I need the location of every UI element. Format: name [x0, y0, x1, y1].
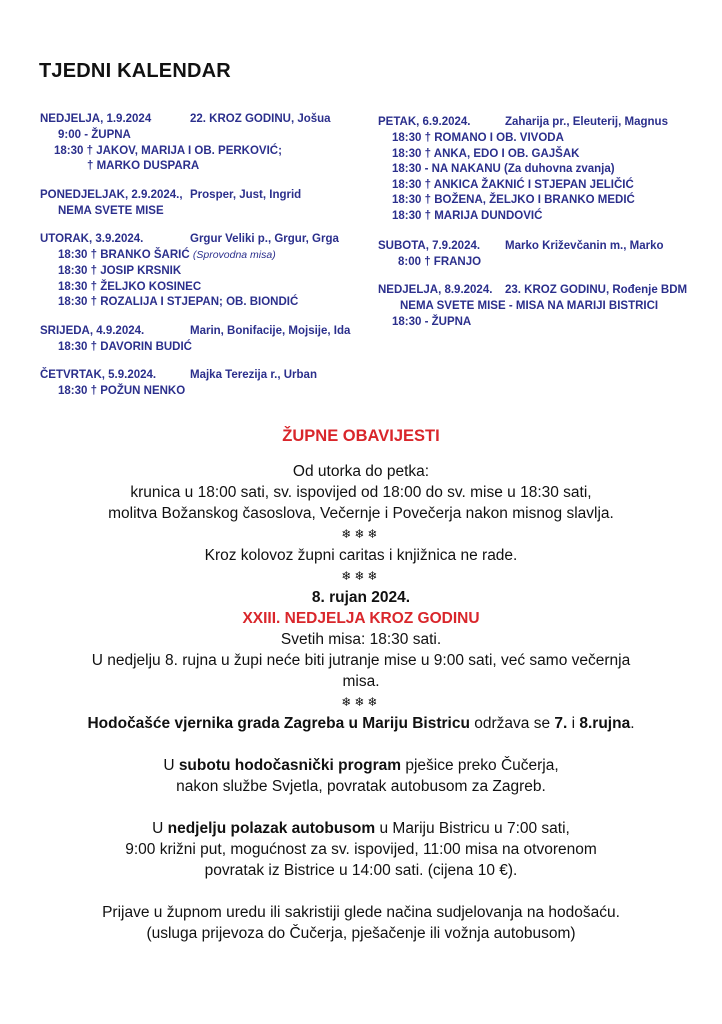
notice-text: U nedjelju 8. rujna u župi neće biti jutranje mise u 9:00 sati, već samo večernja: [91, 652, 631, 669]
spacer: [20, 797, 702, 818]
notice-text: krunica u 18:00 sati, sv. ispovijed od 18:00 do sv. mise u 18:30 sati,: [130, 484, 592, 501]
day-thursday: [40, 368, 370, 400]
mass-entry: 8:00 † FRANJO: [398, 255, 482, 268]
day-header: [378, 239, 698, 255]
day-saturday: [378, 239, 698, 271]
notice-text: Kroz kolovoz župni caritas i knjižnica ne rade.: [204, 547, 518, 564]
notice-saturday: [20, 755, 702, 776]
day-header: [40, 188, 370, 204]
notice-bold-text: Hodočašće vjernika grada Zagreba u Mariju Bistricu: [87, 715, 470, 732]
mass-entry: 18:30 † ANKA, EDO I OB. GAJŠAK: [392, 147, 580, 160]
day-sunday-1: [40, 112, 370, 175]
parish-notices: [20, 426, 702, 944]
day-header: [40, 112, 370, 128]
mass-entry: 18:30 † ŽELJKO KOSINEC: [58, 280, 202, 293]
notice-text: U: [163, 757, 179, 774]
notice-pilgrimage: [20, 713, 702, 734]
day-date: SRIJEDA, 4.9.2024.: [40, 324, 145, 337]
mass-entry: NEMA SVETE MISE - MISA NA MARIJI BISTRICI: [400, 300, 659, 313]
notices-heading: ŽUPNE OBAVIJESTI: [282, 427, 440, 445]
day-date: SUBOTA, 7.9.2024.: [378, 239, 481, 252]
notice-bold-text: 7.: [554, 715, 568, 732]
day-header: [40, 368, 370, 384]
calendar-right-column: [378, 115, 698, 330]
mass-entry: 18:30 - NA NAKANU (Za duhovna zvanja): [392, 163, 615, 176]
mass-entry: † MARKO DUSPARA: [87, 160, 200, 173]
notice-text: održava se: [469, 715, 555, 732]
day-date: NEDJELJA, 8.9.2024.: [378, 284, 493, 297]
mass-entry: 18:30 - ŽUPNA: [392, 315, 472, 328]
page-title: TJEDNI KALENDAR: [39, 60, 231, 82]
spacer: [20, 734, 702, 755]
notice-text: u Mariju Bistricu u 7:00 sati,: [375, 820, 570, 837]
day-saints: Grgur Veliki p., Grgur, Grga: [190, 233, 339, 246]
day-header: [40, 324, 370, 340]
notice-text: nakon službe Svjetla, povratak autobusom za Zagreb.: [176, 778, 546, 795]
day-header: [40, 232, 370, 248]
mass-entry: 18:30 † ANKICA ŽAKNIĆ I STJEPAN JELIČIĆ: [392, 178, 634, 191]
notice-text: Od utorka do petka:: [292, 463, 430, 480]
notice-date: 8. rujan 2024.: [311, 589, 411, 606]
day-tuesday: [40, 232, 370, 310]
notice-text: Svetih misa: 18:30 sati.: [280, 631, 442, 648]
snowflake-separator-icon: ❄❄❄: [341, 569, 381, 583]
notice-text: U: [152, 820, 168, 837]
day-header: [378, 283, 698, 299]
calendar-left-column: [40, 112, 370, 400]
day-date: UTORAK, 3.9.2024.: [40, 233, 144, 246]
day-saints: Prosper, Just, Ingrid: [190, 188, 302, 201]
snowflake-separator-icon: ❄❄❄: [341, 527, 381, 541]
notice-text: povratak iz Bistrice u 14:00 sati. (cijena 10 €).: [204, 862, 518, 879]
mass-entry: 18:30 † MARIJA DUNDOVIĆ: [392, 209, 543, 222]
day-saints: 23. KROZ GODINU, Rođenje BDM: [505, 284, 688, 297]
mass-entry: NEMA SVETE MISE: [58, 204, 164, 217]
mass-entry: 18:30 † DAVORIN BUDIĆ: [58, 340, 192, 353]
day-saints: Majka Terezija r., Urban: [190, 369, 317, 382]
notice-sunday-title: XXIII. NEDJELJA KROZ GODINU: [242, 610, 480, 627]
notice-text: i: [567, 715, 580, 732]
mass-entry: 18:30 † JOSIP KRSNIK: [58, 264, 182, 277]
notice-text: molitva Božanskog časoslova, Večernje i Povečerja nakon misnog slavlja.: [108, 505, 614, 522]
day-saints: Marko Križevčanin m., Marko: [505, 239, 664, 252]
mass-entry: 18:30 † POŽUN NENKO: [58, 385, 186, 398]
day-date: PONEDJELJAK, 2.9.2024.,: [40, 188, 183, 201]
day-header: [378, 115, 698, 131]
notice-text: (usluga prijevoza do Čučerja, pješačenje ili vožnja autobusom): [146, 925, 576, 942]
day-saints: 22. KROZ GODINU, Jošua: [190, 113, 331, 125]
mass-intention: 18:30 † BRANKO ŠARIĆ: [58, 249, 190, 262]
mass-note: (Sprovodna misa): [192, 249, 276, 262]
day-saints: Marin, Bonifacije, Mojsije, Ida: [190, 324, 351, 337]
day-friday: [378, 115, 698, 225]
day-sunday-8: [378, 283, 698, 330]
notice-bold-text: 8.rujna: [579, 715, 631, 732]
notice-text: .: [630, 715, 635, 732]
notice-bold-text: nedjelju polazak autobusom: [167, 820, 376, 837]
day-date: PETAK, 6.9.2024.: [378, 116, 471, 128]
notice-bold-text: subotu hodočasnički program: [178, 757, 402, 774]
notice-sunday: [20, 818, 702, 839]
mass-entry: 18:30 † BOŽENA, ŽELJKO I BRANKO MEDIĆ: [392, 194, 635, 207]
mass-entry: [40, 248, 370, 264]
notice-text: Prijave u župnom uredu ili sakristiji glede načina sudjelovanja na hodošaću.: [102, 904, 620, 921]
day-wednesday: [40, 324, 370, 356]
mass-entry: 18:30 † ROMANO I OB. VIVODA: [392, 132, 564, 144]
snowflake-separator-icon: ❄❄❄: [341, 695, 381, 709]
day-saints: Zaharija pr., Eleuterij, Magnus: [505, 116, 668, 128]
day-date: ČETVRTAK, 5.9.2024.: [40, 369, 157, 382]
notice-text: 9:00 križni put, mogućnost za sv. ispovijed, 11:00 misa na otvorenom: [125, 841, 597, 858]
mass-entry: 18:30 † ROZALIJA I STJEPAN; OB. BIONDIĆ: [58, 296, 299, 309]
day-monday: [40, 188, 370, 220]
mass-entry: 18:30 † JAKOV, MARIJA I OB. PERKOVIĆ;: [54, 144, 282, 157]
notice-text: pješice preko Čučerja,: [401, 757, 559, 774]
day-date: NEDJELJA, 1.9.2024: [40, 113, 152, 125]
spacer: [20, 881, 702, 902]
mass-entry: 9:00 - ŽUPNA: [58, 129, 131, 141]
notice-text: misa.: [342, 673, 380, 690]
